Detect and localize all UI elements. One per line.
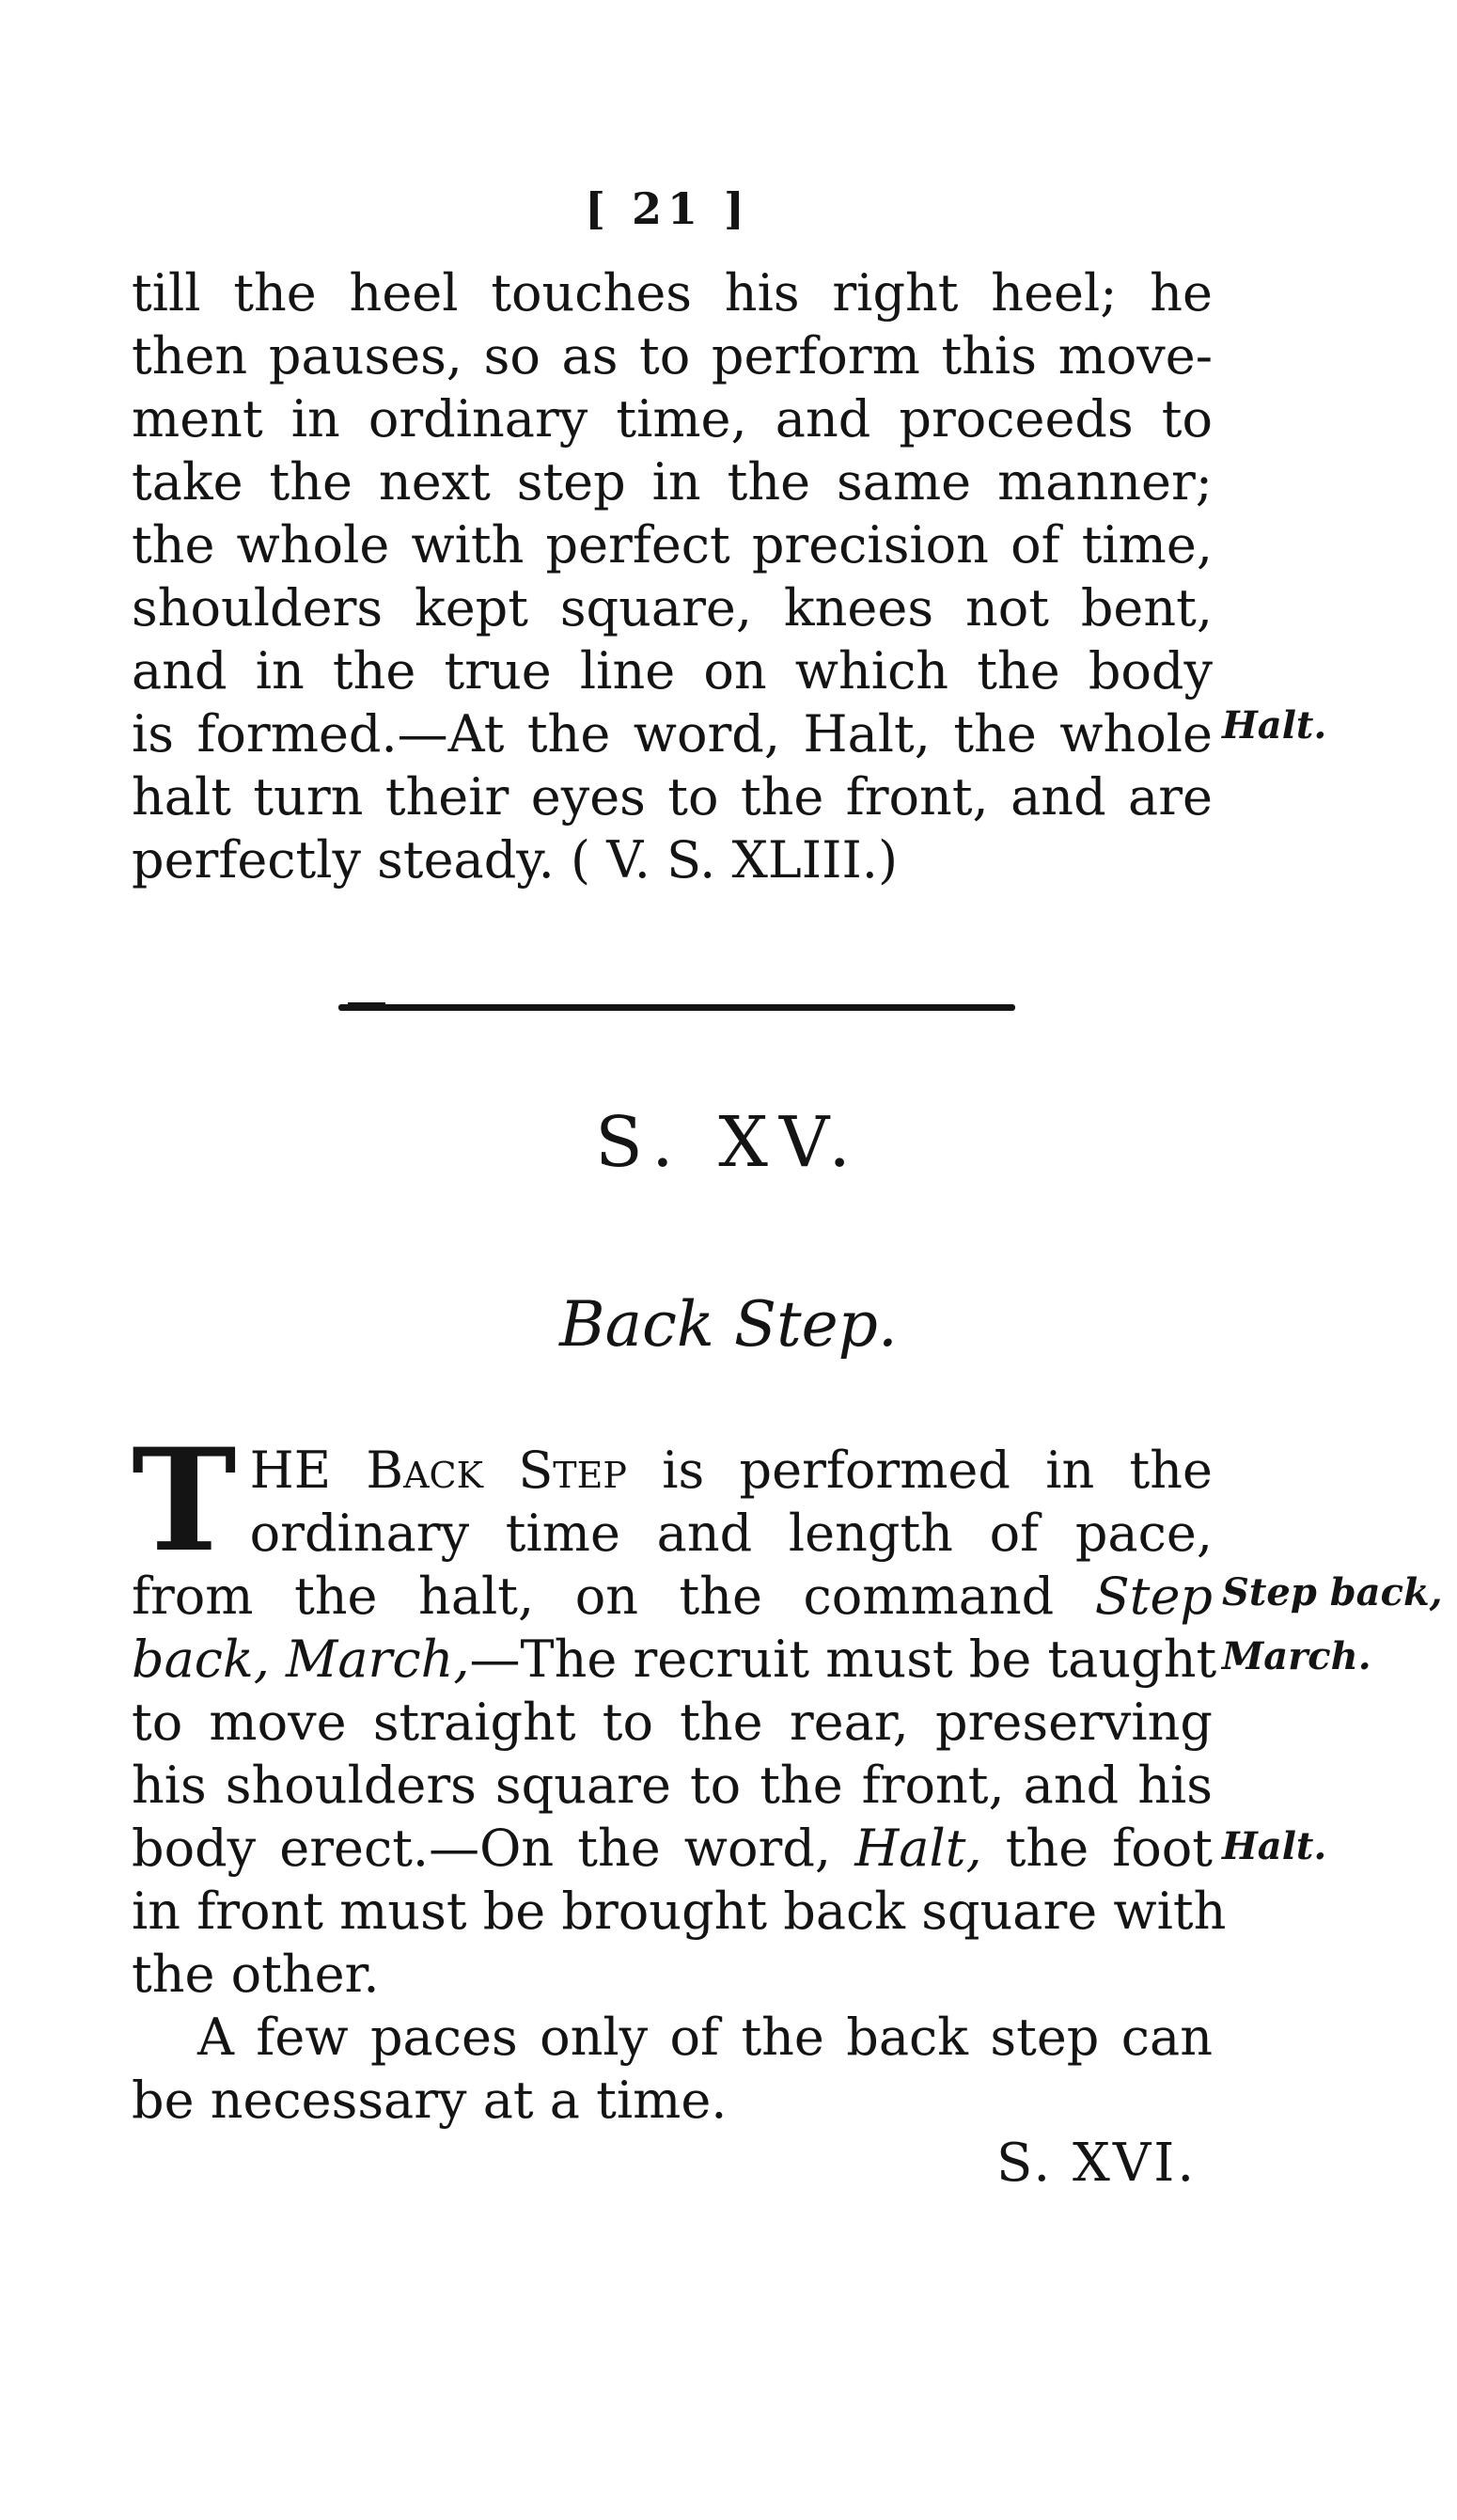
text-line: till the heel touches his right heel; he [132, 263, 1213, 323]
text-line: to move straight to the rear, preserving [132, 1693, 1213, 1752]
text-line: the other. [132, 1945, 380, 2004]
text-line: take the next step in the same manner; [132, 452, 1213, 512]
text-line: ordinary time and length of pace, [249, 1504, 1213, 1563]
text-span: is performed in the [626, 1441, 1213, 1500]
page-number: [ 21 ] [585, 183, 750, 234]
text-span: from the halt, on the command [132, 1567, 1095, 1626]
text-line: ment in ordinary time, and proceeds to [132, 389, 1213, 449]
text-span: body erect.—On the word, [132, 1819, 855, 1878]
command-italic: Halt, [854, 1819, 982, 1878]
text-span: the foot [981, 1819, 1213, 1878]
text-line: be necessary at a time. [132, 2071, 728, 2130]
body-paragraph [132, 1418, 1227, 2132]
margin-note-halt: Halt. [1222, 1824, 1327, 1868]
section-divider [338, 1004, 1015, 1011]
text-line: perfectly steady. ( V. S. XLIII.) [132, 830, 899, 890]
margin-note-step-back: Step back, [1222, 1570, 1443, 1614]
subsection-title: Back Step. [559, 1288, 898, 1361]
command-italic: Step [1094, 1567, 1213, 1626]
smallcaps-lead: HE Back Step [249, 1441, 627, 1500]
margin-note-march: March. [1222, 1634, 1371, 1678]
text-line: in front must be brought back square with [132, 1882, 1227, 1941]
text-line: is formed.—At the word, Halt, the whole [132, 704, 1213, 764]
top-paragraph [132, 261, 1213, 891]
text-line: and in the true line on which the body [132, 641, 1213, 701]
drop-cap: T [132, 1418, 237, 1583]
text-line: the whole with perfect precision of time, [132, 515, 1213, 575]
margin-note-halt: Halt. [1222, 703, 1327, 748]
text-span: —The recruit must be taught [469, 1630, 1217, 1689]
text-line: then pauses, so as to perform this move- [132, 326, 1213, 386]
catchword: S. XVI. [996, 2133, 1198, 2194]
text-line: halt turn their eyes to the front, and are [132, 767, 1213, 827]
text-line: shoulders kept square, knees not bent, [132, 578, 1213, 638]
text-line: his shoulders square to the front, and his [132, 1756, 1213, 1815]
section-heading: S. XV. [595, 1102, 862, 1183]
command-italic: back, March, [132, 1630, 470, 1689]
text-line: A few paces only of the back step can [197, 2008, 1213, 2067]
